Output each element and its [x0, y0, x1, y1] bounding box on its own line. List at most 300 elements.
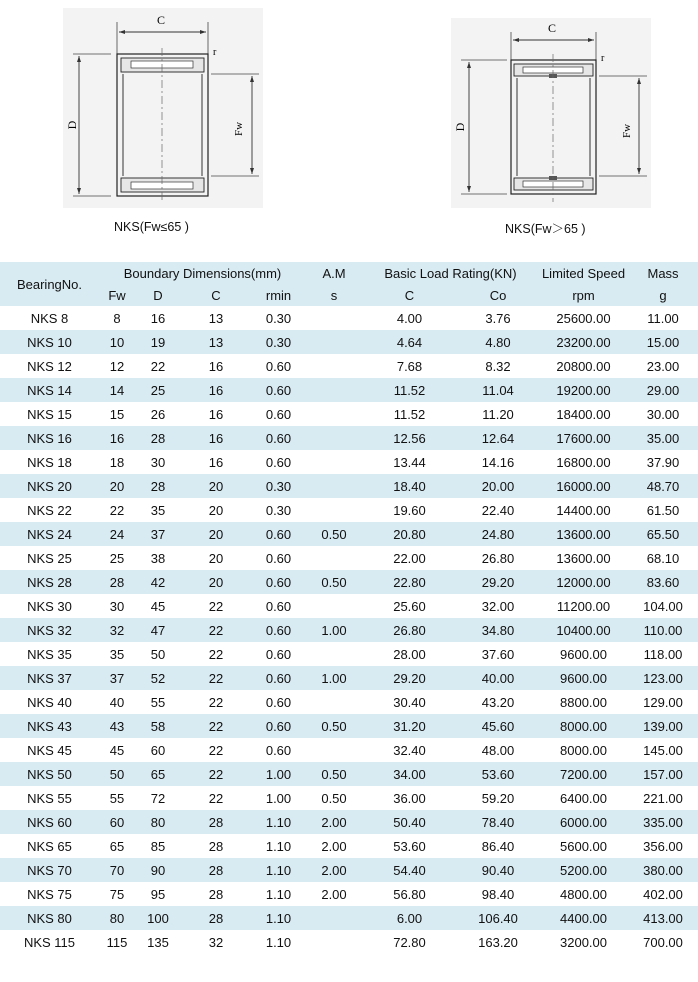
load-co-cell: 11.04	[482, 382, 514, 398]
load-c-cell: 54.40	[393, 862, 426, 878]
s-cell: 1.00	[321, 622, 347, 638]
load-co-cell: 90.40	[481, 862, 515, 878]
speed-cell: 8000.00	[560, 742, 608, 758]
d-cell: 25	[150, 382, 166, 398]
bearing-no-cell: NKS 37	[27, 670, 72, 686]
table-row	[0, 858, 698, 882]
header-row-sub	[0, 284, 698, 306]
c-cell: 16	[208, 358, 224, 374]
header-fw: Fw	[108, 287, 126, 303]
speed-cell: 25600.00	[556, 310, 611, 326]
d-cell: 80	[150, 814, 166, 830]
s-cell: 2.00	[321, 862, 347, 878]
table-row	[0, 762, 698, 786]
s-cell	[306, 906, 362, 930]
bearing-no-cell: NKS 60	[27, 814, 72, 830]
s-cell	[306, 546, 362, 570]
table-row	[0, 330, 698, 354]
bearing-spec-table	[0, 262, 698, 954]
table-row	[0, 666, 698, 690]
table-row	[0, 450, 698, 474]
load-c-cell: 18.40	[393, 478, 426, 494]
c-cell: 22	[208, 670, 224, 686]
c-cell: 16	[208, 430, 224, 446]
table-row	[0, 378, 698, 402]
mass-cell: 48.70	[646, 478, 680, 494]
mass-cell: 11.00	[647, 310, 679, 326]
rmin-cell: 0.60	[265, 622, 292, 638]
bearing-no-cell: NKS 32	[27, 622, 72, 638]
label-r: r	[601, 53, 605, 64]
header-d: D	[153, 287, 163, 303]
c-cell: 28	[208, 814, 224, 830]
fw-cell: 40	[109, 694, 125, 710]
speed-cell: 3200.00	[560, 934, 608, 950]
c-cell: 22	[208, 622, 224, 638]
table-row	[0, 738, 698, 762]
load-co-cell: 4.80	[485, 334, 511, 350]
load-co-cell: 78.40	[481, 814, 515, 830]
fw-cell: 12	[109, 358, 125, 374]
bearing-no-cell: NKS 28	[27, 574, 72, 590]
mass-cell: 68.10	[646, 550, 680, 566]
mass-cell: 413.00	[643, 910, 683, 926]
mass-cell: 29.00	[646, 382, 680, 398]
bearing-no-cell: NKS 35	[27, 646, 72, 662]
c-cell: 22	[208, 598, 224, 614]
table-row	[0, 786, 698, 810]
mass-cell: 118.00	[643, 646, 683, 662]
fw-cell: 14	[109, 382, 125, 398]
table-row	[0, 690, 698, 714]
load-c-cell: 34.00	[393, 766, 426, 782]
label-fw: Fw	[621, 123, 633, 139]
c-cell: 20	[208, 478, 224, 494]
fw-cell: 60	[109, 814, 125, 830]
load-c-cell: 7.68	[396, 358, 423, 374]
fw-cell: 24	[109, 526, 125, 542]
bearing-no-cell: NKS 40	[27, 694, 72, 710]
speed-cell: 5600.00	[560, 838, 608, 854]
s-cell	[306, 426, 362, 450]
load-co-cell: 59.20	[481, 790, 515, 806]
load-co-cell: 12.64	[481, 430, 515, 446]
spec-table-body	[0, 306, 698, 954]
load-c-cell: 25.60	[393, 598, 426, 614]
header-boundary-dimensions: Boundary Dimensions(mm)	[123, 265, 282, 281]
bearing-no-cell: NKS 50	[27, 766, 72, 782]
bearing-drawing-fw-le-65	[63, 8, 263, 208]
d-cell: 38	[150, 550, 166, 566]
load-c-cell: 30.40	[393, 694, 426, 710]
s-cell	[306, 690, 362, 714]
s-cell	[306, 354, 362, 378]
d-cell: 28	[150, 478, 166, 494]
table-row	[0, 642, 698, 666]
mass-cell: 356.00	[643, 838, 683, 854]
load-co-cell: 98.40	[481, 886, 515, 902]
table-row	[0, 306, 698, 330]
s-cell	[306, 306, 362, 330]
fw-cell: 16	[109, 430, 125, 446]
label-r: r	[213, 47, 217, 58]
load-co-cell: 106.40	[478, 910, 518, 926]
header-load-co: Co	[489, 287, 507, 303]
c-cell: 20	[208, 574, 224, 590]
rmin-cell: 0.60	[265, 430, 292, 446]
rmin-cell: 0.60	[265, 406, 292, 422]
fw-cell: 55	[109, 790, 125, 806]
table-row	[0, 906, 698, 930]
speed-cell: 14400.00	[556, 502, 611, 518]
fw-cell: 75	[109, 886, 125, 902]
s-cell: 0.50	[321, 718, 347, 734]
bearing-no-cell: NKS 45	[27, 742, 72, 758]
rmin-cell: 0.60	[265, 598, 292, 614]
fw-cell: 20	[109, 478, 125, 494]
bearing-no-cell: NKS 75	[27, 886, 72, 902]
c-cell: 28	[208, 886, 224, 902]
header-rmin: rmin	[265, 287, 292, 303]
load-co-cell: 43.20	[481, 694, 515, 710]
mass-cell: 129.00	[643, 694, 683, 710]
load-c-cell: 36.00	[393, 790, 426, 806]
c-cell: 13	[208, 334, 224, 350]
load-c-cell: 4.00	[396, 310, 423, 326]
fw-cell: 8	[113, 310, 121, 326]
c-cell: 22	[208, 646, 224, 662]
mass-cell: 110.00	[643, 622, 683, 638]
table-row	[0, 474, 698, 498]
fw-cell: 32	[109, 622, 125, 638]
rmin-cell: 1.10	[265, 838, 292, 854]
rmin-cell: 1.10	[265, 814, 292, 830]
load-co-cell: 3.76	[485, 310, 511, 326]
bearing-no-cell: NKS 8	[30, 310, 69, 326]
load-co-cell: 48.00	[481, 742, 515, 758]
caption-fw-le-65: NKS(Fw≤65 )	[114, 220, 189, 234]
bearing-no-cell: NKS 70	[27, 862, 72, 878]
header-row-top	[0, 262, 698, 284]
d-cell: 37	[150, 526, 166, 542]
bearing-no-cell: NKS 43	[27, 718, 72, 734]
speed-cell: 7200.00	[560, 766, 608, 782]
load-co-cell: 53.60	[481, 766, 515, 782]
table-row	[0, 810, 698, 834]
mass-cell: 139.00	[643, 718, 683, 734]
load-c-cell: 26.80	[393, 622, 426, 638]
c-cell: 28	[208, 910, 224, 926]
bearing-no-cell: NKS 22	[27, 502, 72, 518]
rmin-cell: 1.10	[265, 862, 292, 878]
mass-cell: 37.90	[646, 454, 680, 470]
mass-cell: 402.00	[643, 886, 683, 902]
mass-cell: 61.50	[646, 502, 680, 518]
rmin-cell: 0.60	[265, 646, 292, 662]
label-d: D	[453, 122, 467, 132]
speed-cell: 16800.00	[556, 454, 611, 470]
fw-cell: 37	[109, 670, 125, 686]
rmin-cell: 1.10	[265, 934, 292, 950]
fw-cell: 35	[109, 646, 125, 662]
table-row	[0, 354, 698, 378]
load-c-cell: 56.80	[393, 886, 426, 902]
c-cell: 16	[208, 382, 224, 398]
s-cell	[306, 594, 362, 618]
load-c-cell: 28.00	[393, 646, 426, 662]
fw-cell: 43	[109, 718, 125, 734]
rmin-cell: 0.30	[265, 334, 292, 350]
s-cell: 2.00	[321, 838, 347, 854]
bearing-no-cell: NKS 10	[27, 334, 72, 350]
c-cell: 16	[208, 406, 224, 422]
load-co-cell: 34.80	[481, 622, 515, 638]
d-cell: 42	[150, 574, 166, 590]
rmin-cell: 1.00	[265, 766, 292, 782]
speed-cell: 8000.00	[560, 718, 608, 734]
load-co-cell: 24.80	[481, 526, 515, 542]
c-cell: 28	[208, 838, 224, 854]
load-co-cell: 11.20	[482, 406, 514, 422]
bearing-no-cell: NKS 55	[27, 790, 72, 806]
rmin-cell: 0.60	[265, 454, 292, 470]
d-cell: 65	[150, 766, 166, 782]
bearing-cross-section-left	[63, 8, 263, 208]
bearing-no-cell: NKS 24	[27, 526, 72, 542]
s-cell: 2.00	[321, 814, 347, 830]
s-cell: 0.50	[321, 574, 347, 590]
load-co-cell: 26.80	[481, 550, 515, 566]
speed-cell: 19200.00	[556, 382, 611, 398]
label-c: C	[547, 21, 557, 35]
fw-cell: 30	[109, 598, 125, 614]
c-cell: 22	[208, 718, 224, 734]
bearing-no-cell: NKS 65	[27, 838, 72, 854]
speed-cell: 9600.00	[560, 646, 608, 662]
table-row	[0, 930, 698, 954]
rmin-cell: 1.10	[265, 910, 292, 926]
s-cell	[306, 498, 362, 522]
bearing-no-cell: NKS 30	[27, 598, 72, 614]
header-s: s	[330, 287, 338, 303]
c-cell: 13	[208, 310, 224, 326]
load-c-cell: 20.80	[393, 526, 426, 542]
speed-cell: 9600.00	[560, 670, 608, 686]
rmin-cell: 0.60	[265, 358, 292, 374]
s-cell	[306, 474, 362, 498]
s-cell	[306, 402, 362, 426]
d-cell: 50	[150, 646, 166, 662]
caption-fw-gt-65: NKS(Fw＞65 )	[505, 222, 586, 236]
c-cell: 22	[208, 694, 224, 710]
label-d: D	[65, 120, 79, 130]
s-cell	[306, 450, 362, 474]
load-c-cell: 12.56	[393, 430, 426, 446]
c-cell: 20	[208, 526, 224, 542]
table-row	[0, 618, 698, 642]
s-cell	[306, 330, 362, 354]
c-cell: 22	[208, 766, 224, 782]
table-row	[0, 714, 698, 738]
mass-cell: 83.60	[646, 574, 680, 590]
load-co-cell: 45.60	[481, 718, 515, 734]
fw-cell: 22	[109, 502, 125, 518]
c-cell: 20	[208, 550, 224, 566]
bearing-no-cell: NKS 12	[27, 358, 72, 374]
load-c-cell: 72.80	[393, 934, 426, 950]
d-cell: 52	[150, 670, 166, 686]
load-c-cell: 22.80	[393, 574, 426, 590]
rmin-cell: 0.60	[265, 718, 292, 734]
speed-cell: 16000.00	[556, 478, 611, 494]
table-row	[0, 546, 698, 570]
load-c-cell: 29.20	[393, 670, 426, 686]
d-cell: 85	[150, 838, 166, 854]
bearing-drawing-fw-gt-65	[451, 18, 651, 208]
load-c-cell: 32.40	[393, 742, 426, 758]
rmin-cell: 0.60	[265, 526, 292, 542]
c-cell: 22	[208, 742, 224, 758]
fw-cell: 18	[109, 454, 125, 470]
mass-cell: 23.00	[646, 358, 680, 374]
fw-cell: 15	[109, 406, 125, 422]
load-co-cell: 40.00	[481, 670, 515, 686]
rmin-cell: 1.00	[265, 790, 292, 806]
speed-cell: 23200.00	[556, 334, 611, 350]
rmin-cell: 0.60	[265, 382, 292, 398]
d-cell: 22	[150, 358, 166, 374]
rmin-cell: 1.10	[265, 886, 292, 902]
fw-cell: 28	[109, 574, 125, 590]
s-cell	[306, 738, 362, 762]
bearing-no-cell: NKS 14	[27, 382, 72, 398]
speed-cell: 10400.00	[556, 622, 611, 638]
header-mass: Mass	[647, 265, 679, 281]
mass-cell: 380.00	[643, 862, 683, 878]
d-cell: 72	[150, 790, 166, 806]
d-cell: 19	[150, 334, 166, 350]
fw-cell: 80	[109, 910, 125, 926]
label-c: C	[156, 13, 166, 27]
rmin-cell: 0.60	[265, 574, 292, 590]
d-cell: 16	[150, 310, 166, 326]
load-co-cell: 86.40	[481, 838, 515, 854]
s-cell: 0.50	[321, 790, 347, 806]
s-cell	[306, 378, 362, 402]
s-cell: 2.00	[321, 886, 347, 902]
c-cell: 32	[208, 934, 224, 950]
fw-cell: 25	[109, 550, 125, 566]
mass-cell: 145.00	[643, 742, 683, 758]
speed-cell: 17600.00	[556, 430, 611, 446]
speed-cell: 6000.00	[560, 814, 608, 830]
load-c-cell: 4.64	[396, 334, 423, 350]
load-c-cell: 19.60	[393, 502, 426, 518]
header-am: A.M	[322, 265, 346, 281]
fw-cell: 70	[109, 862, 125, 878]
fw-cell: 45	[109, 742, 125, 758]
load-co-cell: 22.40	[481, 502, 515, 518]
table-row	[0, 402, 698, 426]
mass-cell: 15.00	[646, 334, 680, 350]
speed-cell: 4800.00	[560, 886, 608, 902]
d-cell: 30	[150, 454, 166, 470]
label-fw: Fw	[233, 121, 245, 137]
load-c-cell: 50.40	[393, 814, 426, 830]
speed-cell: 13600.00	[556, 550, 611, 566]
mass-cell: 123.00	[643, 670, 683, 686]
bearing-no-cell: NKS 15	[27, 406, 72, 422]
table-row	[0, 522, 698, 546]
bearing-no-cell: NKS 20	[27, 478, 72, 494]
bearing-no-cell: NKS 80	[27, 910, 72, 926]
bearing-no-cell: NKS 25	[27, 550, 72, 566]
table-row	[0, 882, 698, 906]
rmin-cell: 0.30	[265, 502, 292, 518]
header-g: g	[659, 287, 667, 303]
rmin-cell: 0.60	[265, 550, 292, 566]
load-co-cell: 8.32	[485, 358, 511, 374]
d-cell: 28	[150, 430, 166, 446]
d-cell: 55	[150, 694, 166, 710]
s-cell	[306, 642, 362, 666]
fw-cell: 50	[109, 766, 125, 782]
speed-cell: 6400.00	[560, 790, 608, 806]
speed-cell: 13600.00	[556, 526, 611, 542]
load-c-cell: 11.52	[393, 406, 426, 422]
table-row	[0, 498, 698, 522]
rmin-cell: 0.60	[265, 742, 292, 758]
load-co-cell: 163.20	[478, 934, 518, 950]
c-cell: 16	[208, 454, 224, 470]
mass-cell: 65.50	[646, 526, 680, 542]
bearing-cross-section-right	[451, 18, 651, 208]
s-cell	[306, 930, 362, 954]
table-row	[0, 570, 698, 594]
speed-cell: 4400.00	[560, 910, 608, 926]
speed-cell: 5200.00	[560, 862, 608, 878]
mass-cell: 700.00	[643, 934, 683, 950]
load-c-cell: 31.20	[393, 718, 426, 734]
header-basic-load-rating: Basic Load Rating(KN)	[384, 265, 517, 281]
s-cell: 0.50	[321, 526, 347, 542]
d-cell: 47	[150, 622, 166, 638]
header-c: C	[211, 287, 221, 303]
speed-cell: 20800.00	[556, 358, 611, 374]
rmin-cell: 0.60	[265, 694, 292, 710]
load-co-cell: 14.16	[481, 454, 515, 470]
c-cell: 28	[208, 862, 224, 878]
mass-cell: 104.00	[643, 598, 683, 614]
fw-cell: 115	[106, 934, 128, 950]
d-cell: 100	[147, 910, 169, 926]
s-cell: 0.50	[321, 766, 347, 782]
bearing-no-cell: NKS 18	[27, 454, 72, 470]
rmin-cell: 0.60	[265, 670, 292, 686]
table-row	[0, 594, 698, 618]
load-co-cell: 29.20	[481, 574, 515, 590]
load-c-cell: 11.52	[393, 382, 426, 398]
mass-cell: 157.00	[643, 766, 683, 782]
mass-cell: 35.00	[646, 430, 680, 446]
c-cell: 20	[208, 502, 224, 518]
mass-cell: 30.00	[646, 406, 680, 422]
speed-cell: 11200.00	[556, 598, 611, 614]
fw-cell: 10	[109, 334, 125, 350]
load-c-cell: 53.60	[393, 838, 426, 854]
table-row	[0, 834, 698, 858]
d-cell: 26	[150, 406, 166, 422]
